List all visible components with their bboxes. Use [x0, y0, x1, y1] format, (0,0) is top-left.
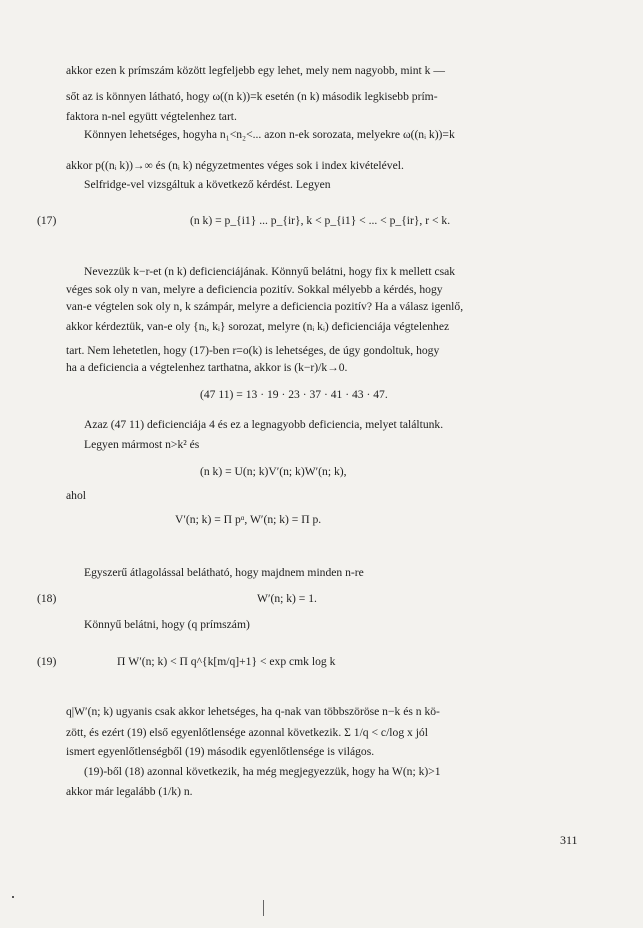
equation-u-v-w: (n k) = U(n; k)V′(n; k)W′(n; k), [200, 465, 347, 478]
text-line-18: q|W′(n; k) ugyanis csak akkor lehetséges, ha q-nak van többszöröse n−k és n kö- [66, 705, 440, 718]
text-line-19: zött, és ezért (19) első egyenlőtlensége azonnal következik. Σ 1/q < c/log x jól [66, 726, 428, 739]
text-line-15: ahol [66, 489, 86, 502]
scan-mark [263, 900, 264, 916]
text-line-13: Azaz (47 11) deficienciája 4 és ez a legnagyobb deficiencia, melyet találtunk. [84, 418, 444, 431]
text-line-14: Legyen mármost n>k² és [84, 438, 200, 451]
text-line-12: ha a deficiencia a végtelenhez tarthatna, akkor is (k−r)/k→0. [66, 361, 348, 374]
text-line-11: tart. Nem lehetetlen, hogy (17)-ben r=o(k) is lehetséges, de úgy gondoltuk, hogy [66, 344, 440, 357]
text-line-22: akkor már legalább (1/k) n. [66, 785, 193, 798]
text-line-21: (19)-ből (18) azonnal következik, ha még megjegyezzük, hogy ha W(n; k)>1 [84, 765, 441, 778]
equation-number-18: (18) [37, 592, 57, 605]
text-line-7: Nevezzük k−r-et (n k) deficienciájának. Könnyű belátni, hogy fix k mellett csak [84, 265, 456, 278]
equation-18: W′(n; k) = 1. [257, 592, 317, 605]
text-line-9: van-e végtelen sok oly n, k számpár, melyre a deficiencia pozitív? Ha a válasz igenlő, [66, 300, 464, 313]
text-line-8: véges sok oly n van, melyre a deficiencia pozitív. Sokkal mélyebb a kérdés, hogy [66, 283, 443, 296]
text-line-3: faktora n-nel együtt végtelenhez tart. [66, 110, 237, 123]
text-line-17: Könnyű belátni, hogy (q prímszám) [84, 618, 250, 631]
equation-number-17: (17) [37, 214, 57, 227]
equation-47-11: (47 11) = 13 · 19 · 23 · 37 · 41 · 43 · 47. [200, 388, 388, 401]
text-line-1: akkor ezen k prímszám között legfeljebb egy lehet, mely nem nagyobb, mint k — [66, 64, 445, 77]
text-line-2: sőt az is könnyen látható, hogy ω((n k))=k esetén (n k) második legkisebb prím- [66, 90, 438, 103]
text-line-5: akkor p((nᵢ k))→∞ és (nᵢ k) négyzetmentes véges sok i index kivételével. [66, 159, 404, 172]
equation-number-19: (19) [37, 655, 57, 668]
scan-speck [12, 896, 14, 898]
equation-17: (n k) = p_{i1} ... p_{ir}, k < p_{i1} < ... < p_{ir}, r < k. [190, 214, 451, 227]
equation-v-w-definition: V′(n; k) = Π pᵅ, W′(n; k) = Π p. [175, 513, 322, 526]
equation-19: Π W′(n; k) < Π q^{k[m/q]+1} < exp cmk log k [117, 655, 336, 668]
text-line-4: Könnyen lehetséges, hogyha n₁<n₂<... azon n-ek sorozata, melyekre ω((nᵢ k))=k [84, 128, 455, 141]
text-line-20: ismert egyenlőtlenségből (19) második egyenlőtlensége is világos. [66, 745, 375, 758]
page-number: 311 [560, 833, 578, 847]
text-line-6: Selfridge-vel vizsgáltuk a következő kérdést. Legyen [84, 178, 331, 191]
text-line-10: akkor kérdeztük, van-e oly {nᵢ, kᵢ} sorozat, melyre (nᵢ kᵢ) deficienciája végtelenhez [66, 320, 450, 333]
text-line-16: Egyszerű átlagolással belátható, hogy majdnem minden n-re [84, 566, 364, 579]
